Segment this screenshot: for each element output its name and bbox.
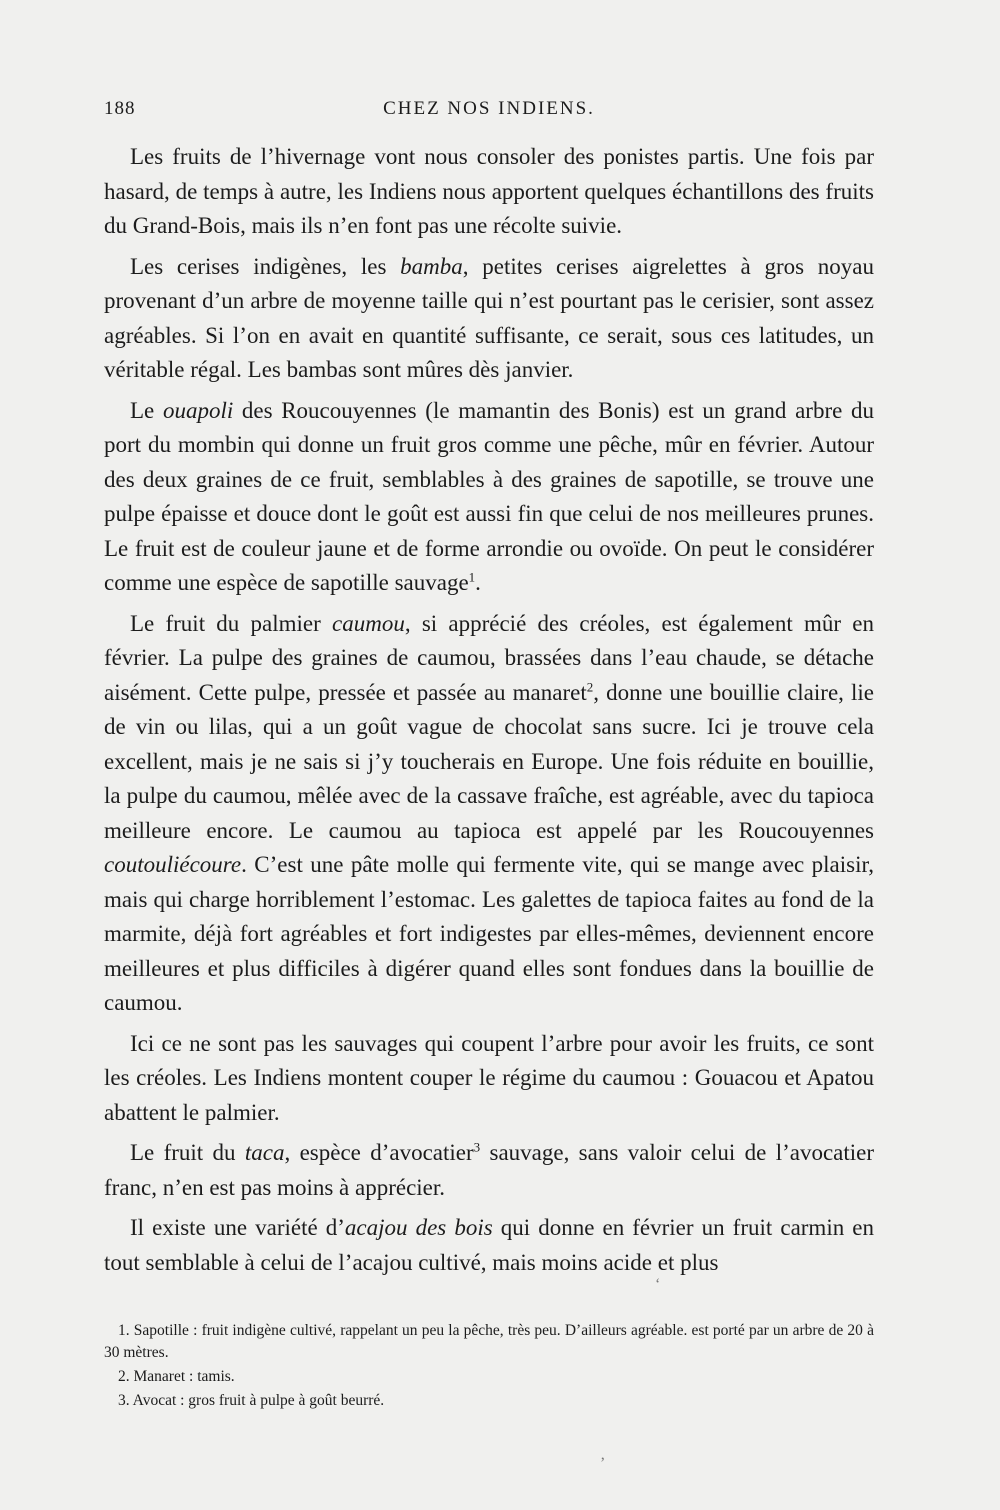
italic-term: coutouliécoure [104, 852, 242, 877]
italic-term: caumou [332, 610, 405, 636]
page-header [104, 98, 874, 128]
paragraph-4 [104, 607, 874, 1021]
paragraph-text: Les fruits de l’hivernage vont nous consoler des ponistes partis. Une fois par hasard, de temps à autre, les Indiens nous apportent quelques échantillons des fruits du Grand-Bois, mais ils n’en font pas une récolte suivie. [104, 144, 874, 238]
italic-term: bamba [400, 253, 463, 279]
paragraph-text: des Roucouyennes (le mamantin des Bonis) est un grand arbre du port du mombin qui donne un fruit gros comme une pêche, mûr en février. Autour des deux graines de ce fruit, semblables à des graines de sapotille, se trouve une pulpe épaisse et douce dont le goût est aussi fin que celui de nos meilleures prunes. Le fruit est de couleur jaune et de forme arrondie ou ovoïde. On peut le considérer comme une espèce de sapotille sauvage [104, 397, 875, 595]
footnote-2: 2. Manaret : tamis. [118, 1368, 235, 1385]
paragraph-text: , espèce d’avocatier [284, 1140, 474, 1165]
footnote-ref: 3 [473, 1139, 481, 1155]
footnote-1: 1. Sapotille : fruit indigène cultivé, rappelant un peu la pêche, très peu. D’ailleurs agréable. est porté par un arbre de 20 à 30 mètres. [104, 1322, 874, 1361]
footnotes [104, 1320, 874, 1414]
paragraph-text: , petites cerises aigrelettes à gros noyau provenant d’un arbre de moyenne taille qui n’est pourtant pas le cerisier, sont assez agréables. Si l’on en avait en quantité suffisante, ce serait, sous ces latitudes, un véritable régal. Les bambas sont mûres dès janvier. [104, 253, 875, 382]
paragraph-2 [104, 250, 874, 388]
footnote-ref: 2 [586, 678, 594, 694]
paragraph-1 [104, 140, 874, 244]
page-number: 188 [104, 98, 136, 119]
paragraph-text: , donne une bouillie claire, lie de vin ou lilas, qui a un goût vague de chocolat sans sucre. Ici je trouve cela excellent, mais je ne sais si j’y toucherais en Europe. Une fois réduite en bouillie, la pulpe du caumou, mêlée avec de la cassave fraîche, est agréable, avec du tapioca meilleure encore. Le caumou au tapioca est appelé par les Roucouyennes [104, 679, 874, 843]
footnote-3: 3. Avocat : gros fruit à pulpe à goût beurré. [118, 1392, 385, 1409]
paragraph-text: Le [130, 397, 163, 423]
body-text [104, 140, 874, 1286]
paragraph-text: . [475, 570, 481, 595]
paragraph-3 [104, 394, 874, 601]
italic-term: acajou des bois [344, 1215, 493, 1240]
running-head: CHEZ NOS INDIENS. [383, 98, 595, 119]
paragraph-text: sauvage, sans valoir celui de l’avocatier franc, n’en est pas moins à apprécier. [104, 1140, 875, 1200]
paragraph-text: Le fruit du palmier [130, 610, 333, 636]
paragraph-7 [104, 1211, 874, 1280]
paragraph-text: Ici ce ne sont pas les sauvages qui coupent l’arbre pour avoir les fruits, ce sont les créoles. Les Indiens montent couper le régime du caumou : Gouacou et Apatou abattent le palmier. [104, 1030, 874, 1125]
paragraph-text: Le fruit du [130, 1140, 245, 1165]
paragraph-text: Il existe une variété d’ [130, 1215, 345, 1240]
paragraph-6 [104, 1136, 874, 1205]
paragraph-text: . C’est une pâte molle qui fermente vite, qui se mange avec plaisir, mais qui charge horriblement l’estomac. Les galettes de tapioca faites au fond de la marmite, déjà fort agréables et fort indigestes par elles-mêmes, deviennent encore meilleures et plus difficiles à digérer quand elles sont fondues dans la bouillie de caumou. [104, 852, 874, 1015]
paragraph-text: qui donne en février un fruit carmin en tout semblable à celui de l’acajou cultivé, mais moins acide et plus [104, 1215, 874, 1275]
ink-speck: ʼ [600, 1455, 606, 1472]
paragraph-text: , si apprécié des créoles, est également mûr en février. La pulpe des graines de caumou, brassées dans l’eau chaude, se détache aisément. Cette pulpe, pressée et passée au manaret [104, 610, 874, 705]
ink-speck: ʻ [655, 1276, 661, 1293]
paragraph-text: Les cerises indigènes, les [130, 253, 401, 279]
paragraph-5 [104, 1027, 874, 1131]
footnote-ref: 1 [468, 569, 476, 585]
italic-term: ouapoli [162, 397, 234, 423]
italic-term: taca [244, 1140, 285, 1165]
